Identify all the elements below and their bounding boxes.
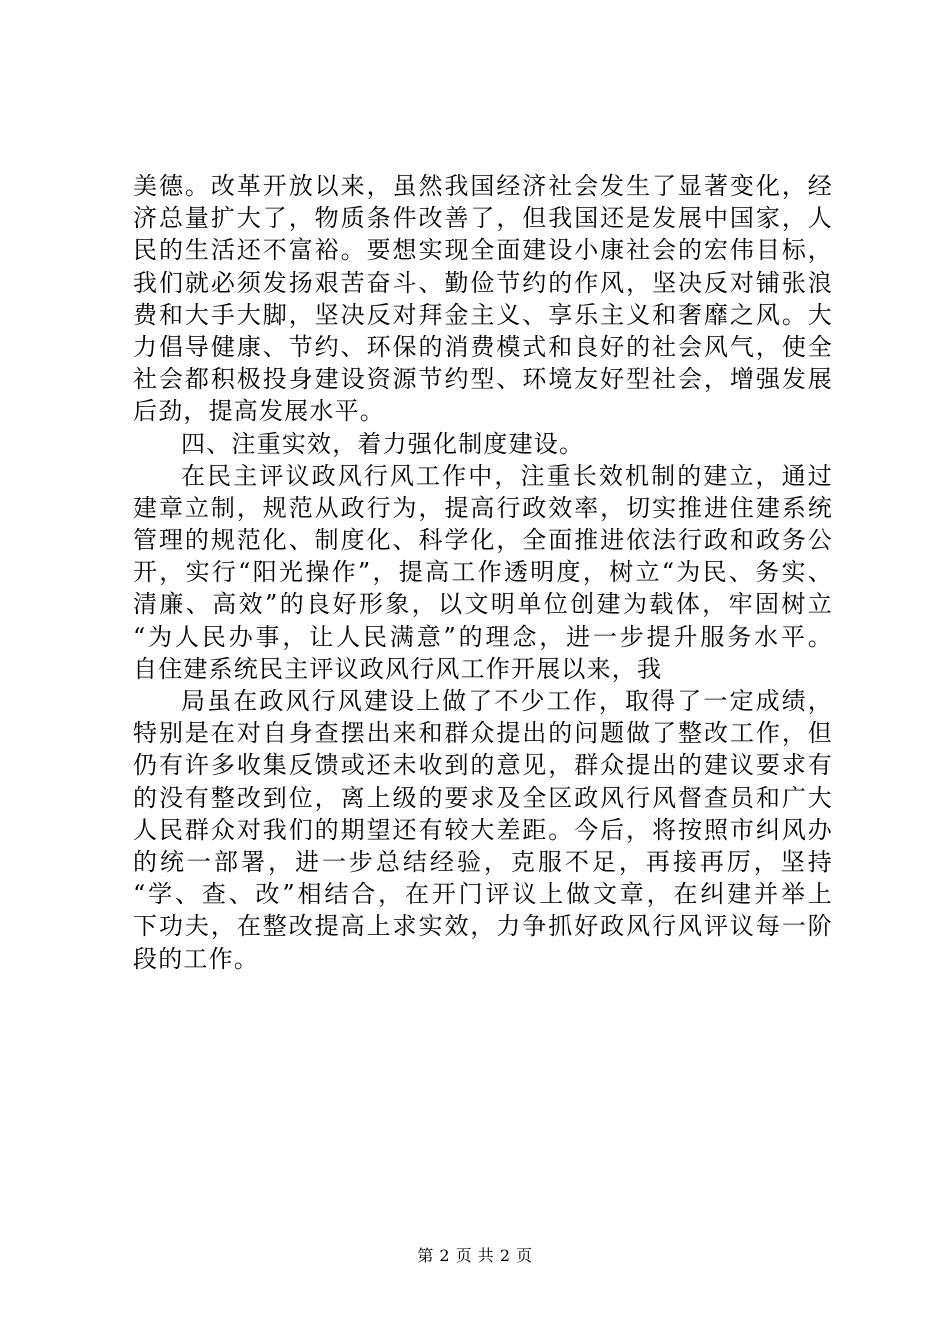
text-line: 自住建系统民主评议政风行风工作开展以来，我 [133,654,663,683]
text-line: 特别是在对自身查摆出来和群众提出的问题做了整改工作，但 [133,719,833,748]
text-line: 的统一部署，进一步总结经验，克服不足，再接再厉，坚持 [133,847,833,876]
text-line: 的没有整改到位，离上级的要求及全区政风行风督查员和广大 [133,783,833,812]
text-line: 我们就必须发扬艰苦奋斗、勤俭节约的作风，坚决反对铺张浪 [133,268,833,297]
text-line: 人民群众对我们的期望还有较大差距。今后，将按照市纠风办 [133,815,833,844]
text-line: 社会都积极投身建设资源节约型、环境友好型社会，增强发展 [133,365,833,394]
text-line: 美德。改革开放以来，虽然我国经济社会发生了显著变化，经 [133,172,833,200]
text-line: 开，实行“阳光操作”，提高工作透明度，树立“为民、务实、 [133,558,833,587]
text-line: 建章立制，规范从政行为，提高行政效率，切实推进住建系统 [133,493,833,522]
text-line: “学、查、改”相结合，在开门评议上做文章，在纠建并举上 [133,880,833,909]
text-line: 济总量扩大了，物质条件改善了，但我国还是发展中国家，人 [133,204,833,233]
document-body [133,170,833,975]
text-line: 费和大手大脚，坚决反对拜金主义、享乐主义和奢靡之风。大 [133,300,833,329]
text-line: 在民主评议政风行风工作中，注重长效机制的建立，通过 [181,461,833,490]
text-line: 力倡导健康、节约、环保的消费模式和良好的社会风气，使全 [133,332,833,361]
text-line: 段的工作。 [133,944,259,973]
section-heading: 四、注重实效，着力强化制度建设。 [181,429,585,458]
text-line: 仍有许多收集反馈或还未收到的意见，群众提出的建议要求有 [133,751,833,780]
text-line: 民的生活还不富裕。要想实现全面建设小康社会的宏伟目标， [133,236,833,265]
page-number-footer: 第 2 页 共 2 页 [417,1246,533,1265]
text-line: “为人民办事，让人民满意”的理念，进一步提升服务水平。 [133,622,833,651]
text-line: 下功夫，在整改提高上求实效，力争抓好政风行风评议每一阶 [133,912,833,941]
text-line: 局虽在政风行风建设上做了不少工作，取得了一定成绩， [181,687,833,715]
text-line: 管理的规范化、制度化、科学化，全面推进依法行政和政务公 [133,526,833,555]
text-line: 清廉、高效”的良好形象，以文明单位创建为载体，牢固树立 [133,590,833,619]
text-line: 后劲，提高发展水平。 [133,397,385,426]
